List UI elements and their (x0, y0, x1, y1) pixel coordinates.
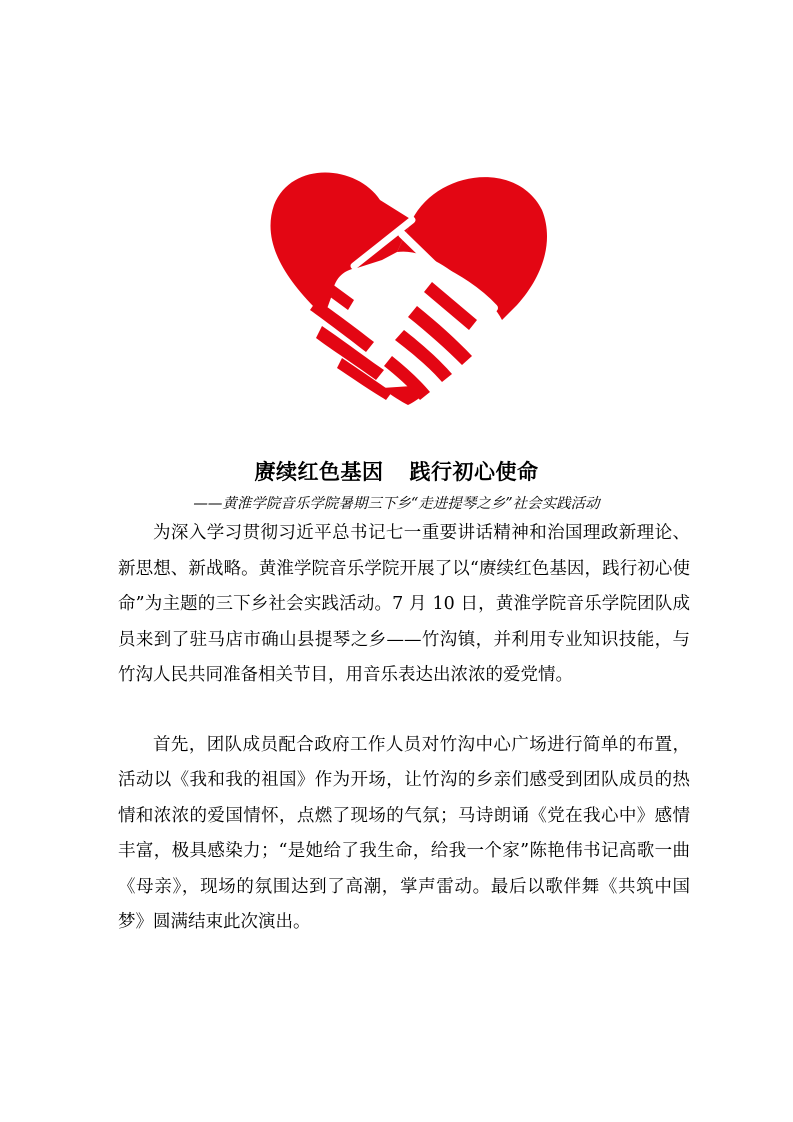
paragraph-2: 首先，团队成员配合政府工作人员对竹沟中心广场进行简单的布置，活动以《我和我的祖国》作为开场，让竹沟的乡亲们感受到团队成员的热情和浓浓的爱国情怀，点燃了现场的气氛；马诗朗诵《党在我心中》感情丰富，极具感染力；“是她给了我生命，给我一个家”陈艳伟书记高歌一曲《母亲》，现场的氛围达到了高潮，掌声雷动。最后以歌伴舞《共筑中国梦》圆满结束此次演出。 (118, 734, 690, 932)
title-part-1: 赓续红色基因 (254, 460, 384, 484)
article-body (118, 516, 690, 941)
subtitle: ——黄淮学院音乐学院暑期三下乡“走进提琴之乡”社会实践活动 (193, 496, 600, 512)
paragraph-1: 为深入学习贯彻习近平总书记七一重要讲话精神和治国理政新理论、新思想、新战略。黄淮学院音乐学院开展了以“赓续红色基因，践行初心使命”为主题的三下乡社会实践活动。7 月 10 日，黄淮学院音乐学院团队成员来到了驻马店市确山县提琴之乡——竹沟镇，并利用专业知识技能，与竹沟人民共同准备相关节目，用音乐表达出浓浓的爱党情。 (118, 523, 690, 685)
page-title (0, 456, 793, 486)
heart-handshake-icon (262, 160, 552, 405)
title-part-2: 践行初心使命 (409, 460, 539, 484)
